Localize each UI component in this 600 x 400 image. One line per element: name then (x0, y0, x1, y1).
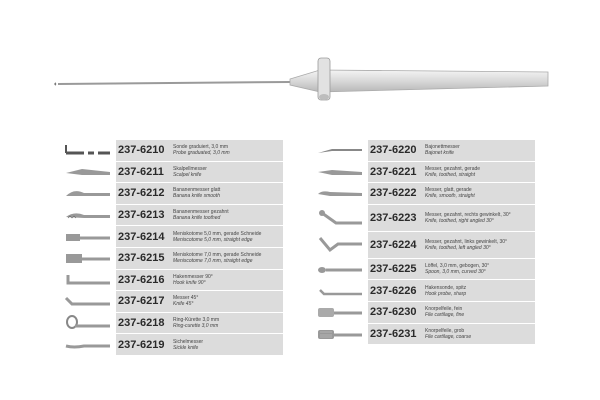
catalog-left-column (62, 140, 283, 356)
left-angled-knife-icon (314, 232, 366, 258)
description-german: Messer, gezahnt, rechts gewinkelt, 30° (425, 211, 511, 218)
catalog-row (62, 334, 283, 356)
description-english: Knife, toothed, straight (425, 171, 476, 178)
product-code: 237-6230 (368, 302, 422, 323)
catalog-row (314, 140, 535, 162)
catalog-row (314, 183, 535, 205)
cartilage-file-coarse-icon (314, 324, 366, 345)
description-german: Meniskotome 5,0 mm, gerade Schneide (173, 230, 262, 237)
description-german: Bananenmesser gezahnt (173, 209, 229, 216)
product-description (170, 334, 283, 355)
ring-curette-icon (62, 313, 114, 334)
product-code: 237-6222 (368, 183, 422, 204)
product-code: 237-6216 (116, 270, 170, 291)
description-german: Bananenmesser glatt (173, 187, 221, 194)
graduated-probe-icon (62, 140, 114, 161)
description-german: Skalpellmesser (173, 165, 207, 172)
catalog-row (62, 270, 283, 292)
catalog-row (62, 140, 283, 162)
description-english: Knife, toothed, right angled 30° (425, 217, 494, 224)
right-angled-knife-icon (314, 205, 366, 231)
product-description (170, 248, 283, 269)
description-english: Hook probe, sharp (425, 290, 467, 297)
description-english: File cartilage, coarse (425, 333, 472, 340)
catalog-row (314, 162, 535, 184)
product-description (170, 270, 283, 291)
description-german: Messer, glatt, gerade (425, 187, 472, 194)
product-description (422, 232, 535, 258)
description-english: Probe graduated, 3,0 mm (173, 150, 230, 157)
product-code: 237-6211 (116, 162, 170, 183)
hook-probe-icon (314, 280, 366, 301)
spoon-icon (314, 259, 366, 280)
product-code: 237-6224 (368, 232, 422, 258)
catalog-row (314, 324, 535, 346)
product-description (170, 162, 283, 183)
product-code: 237-6212 (116, 183, 170, 204)
knife-45-icon (62, 291, 114, 312)
description-english: Bajonet knife (425, 150, 454, 157)
description-english: Knife 45° (173, 301, 194, 308)
description-german: Ring-Kürette 3,0 mm (173, 317, 220, 324)
product-description (422, 302, 535, 323)
catalog-row (62, 291, 283, 313)
description-english: Banana knife toothed (173, 215, 221, 222)
scalpel-knife-icon (62, 162, 114, 183)
description-german: Meniskotome 7,0 mm, gerade Schneide (173, 252, 262, 259)
product-description (422, 280, 535, 301)
description-german: Löffel, 3,0 mm, gebogen, 30° (425, 263, 490, 270)
product-description (170, 291, 283, 312)
product-code: 237-6223 (368, 205, 422, 231)
description-english: Sickle knife (173, 344, 199, 351)
catalog-row (314, 302, 535, 324)
product-description (422, 205, 535, 231)
description-english: Meniscotome 5,0 mm, straight edge (173, 236, 253, 243)
description-german: Bajonettmesser (425, 144, 460, 151)
description-german: Sichelmesser (173, 338, 204, 345)
description-english: Banana knife smooth (173, 193, 220, 200)
sickle-knife-icon (62, 334, 114, 355)
catalog-row (314, 232, 535, 259)
product-description (170, 205, 283, 226)
banana-knife-toothed-icon (62, 205, 114, 226)
description-english: Knife, toothed, left angled 30° (425, 244, 491, 251)
description-german: Messer, gezahnt, gerade (425, 165, 481, 172)
description-english: File cartilage, fine (425, 312, 465, 319)
catalog-row (62, 248, 283, 270)
product-code: 237-6231 (368, 324, 422, 345)
catalog-row (62, 162, 283, 184)
description-english: Ring-curette 3,0 mm (173, 323, 219, 330)
catalog-row (62, 313, 283, 335)
product-description (422, 162, 535, 183)
catalog-row (314, 259, 535, 281)
product-description (170, 226, 283, 247)
description-english: Hook knife 90° (173, 279, 206, 286)
product-description (422, 324, 535, 345)
product-description (170, 140, 283, 161)
description-german: Knorpelfeile, grob (425, 327, 465, 334)
product-code: 237-6214 (116, 226, 170, 247)
product-code: 237-6221 (368, 162, 422, 183)
catalog-row (62, 226, 283, 248)
description-english: Scalpel knife (173, 171, 202, 178)
description-english: Meniscotome 7,0 mm, straight edge (173, 258, 253, 265)
smooth-knife-icon (314, 183, 366, 204)
product-description (422, 183, 535, 204)
description-english: Spoon, 3,0 mm, curved 30° (425, 269, 486, 276)
product-description (170, 183, 283, 204)
product-code: 237-6217 (116, 291, 170, 312)
catalog-row (314, 205, 535, 232)
catalog-right-column (314, 140, 535, 345)
description-german: Messer 45° (173, 295, 199, 302)
bayonet-knife-icon (314, 140, 366, 161)
product-code: 237-6225 (368, 259, 422, 280)
product-code: 237-6210 (116, 140, 170, 161)
product-code: 237-6219 (116, 334, 170, 355)
banana-knife-icon (62, 183, 114, 204)
product-code: 237-6213 (116, 205, 170, 226)
description-german: Messer, gezahnt, links gewinkelt, 30° (425, 238, 508, 245)
catalog-row (314, 280, 535, 302)
description-german: Knorpelfeile, fein (425, 306, 463, 313)
meniscotome-icon (62, 226, 114, 247)
description-german: Hakensonde, spitz (425, 284, 467, 291)
description-german: Hakenmesser 90° (173, 273, 213, 280)
hook-knife-90-icon (62, 270, 114, 291)
description-german: Sonde graduiert, 3,0 mm (173, 144, 229, 151)
product-code: 237-6215 (116, 248, 170, 269)
product-description (422, 140, 535, 161)
probe-instrument-icon (0, 0, 600, 130)
product-code: 237-6218 (116, 313, 170, 334)
product-description (422, 259, 535, 280)
description-english: Knife, smooth, straight (425, 193, 475, 200)
catalog-row (62, 183, 283, 205)
meniscotome-wide-icon (62, 248, 114, 269)
product-code: 237-6220 (368, 140, 422, 161)
toothed-knife-icon (314, 162, 366, 183)
product-description (170, 313, 283, 334)
cartilage-file-fine-icon (314, 302, 366, 323)
product-code: 237-6226 (368, 280, 422, 301)
catalog-row (62, 205, 283, 227)
